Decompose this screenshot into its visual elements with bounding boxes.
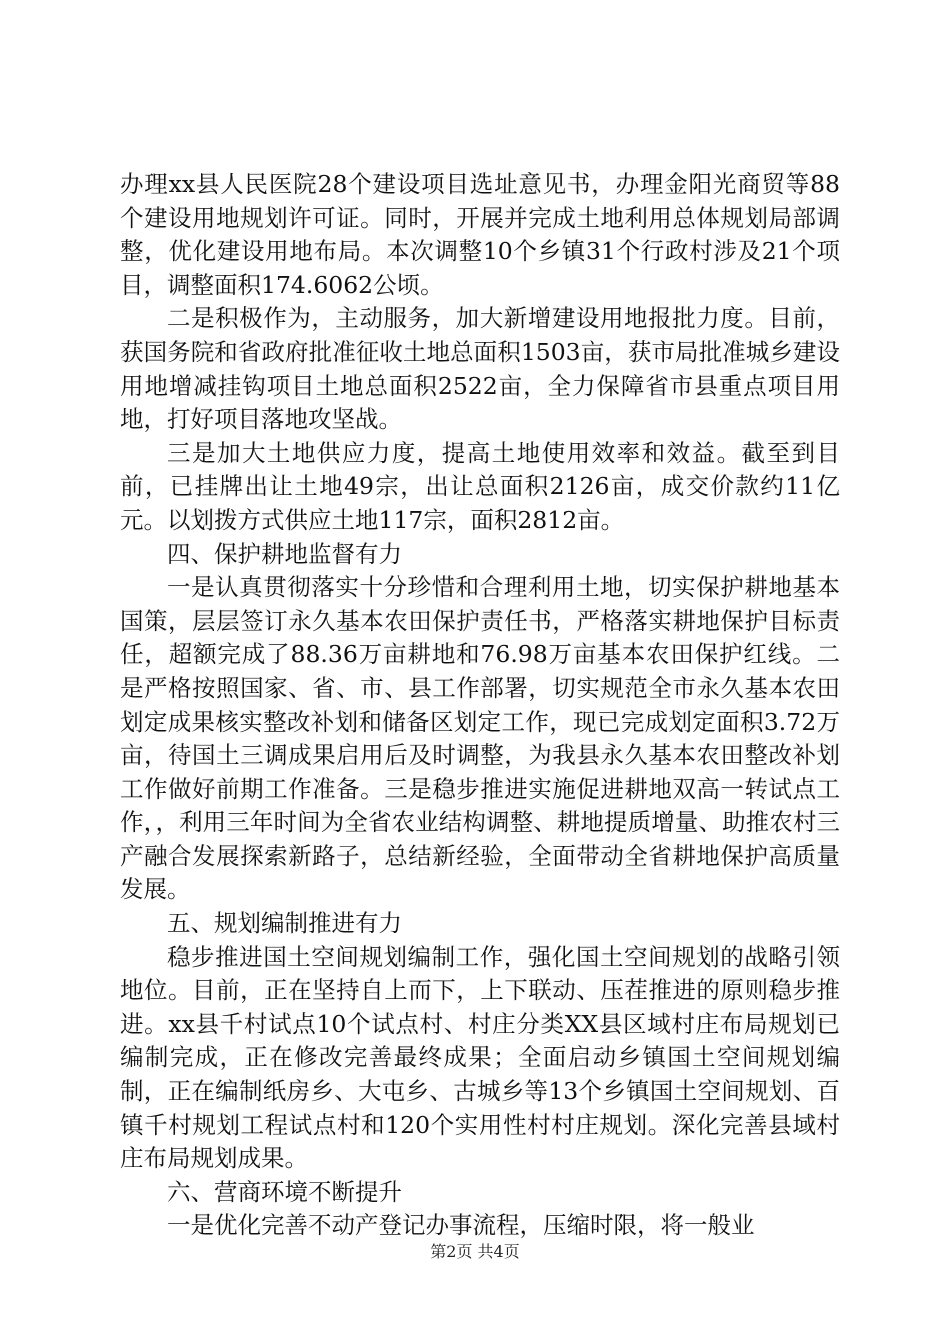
section-heading-planning: 五、规划编制推进有力 <box>167 909 402 938</box>
section-heading-business-environment: 六、营商环境不断提升 <box>167 1177 402 1206</box>
paragraph-land-approval: 二是积极作为，主动服务，加大新增建设用地报批力度。目前，获国务院和省政府批准征收土地总面积1503亩，获市局批准城乡建设用地增减挂钩项目土地总面积2522亩，全力保障省市县重点项目用地，打好项目落地攻坚战。 <box>120 304 840 434</box>
page-footer: 第2页 共4页 <box>430 1242 520 1261</box>
document-body <box>120 168 840 1243</box>
paragraph-farmland-protection: 一是认真贯彻落实十分珍惜和合理利用土地，切实保护耕地基本国策，层层签订永久基本农田保护责任书，严格落实耕地保护目标责任，超额完成了88.36万亩耕地和76.98万亩基本农田保护红线。二是严格按照国家、省、市、县工作部署，切实规范全市永久基本农田划定成果核实整改补划和储备区划定工作，现已完成划定面积3.72万亩，待国土三调成果启用后及时调整，为我县永久基本农田整改补划工作做好前期工作准备。三是稳步推进实施促进耕地双高一转试点工作，，利用三年时间为全省农业结构调整、耕地提质增量、助推农村三产融合发展探索新路子，总结新经验，全面带动全省耕地保护高质量发展。 <box>120 573 840 904</box>
paragraph-registration: 一是优化完善不动产登记办事流程，压缩时限，将一般业 <box>167 1211 755 1240</box>
paragraph-continued: 办理xx县人民医院28个建设项目选址意见书，办理金阳光商贸等88个建设用地规划许可证。同时，开展并完成土地利用总体规划局部调整，优化建设用地布局。本次调整10个乡镇31个行政村涉及21个项目，调整面积174.6062公顷。 <box>120 170 840 299</box>
paragraph-land-supply: 三是加大土地供应力度，提高土地使用效率和效益。截至到目前，已挂牌出让土地49宗，出让总面积2126亩，成交价款约11亿元。以划拨方式供应土地117宗，面积2812亩。 <box>120 438 840 534</box>
section-heading-farmland: 四、保护耕地监督有力 <box>167 539 402 568</box>
paragraph-spatial-planning: 稳步推进国土空间规划编制工作，强化国土空间规划的战略引领地位。目前，正在坚持自上而下，上下联动、压茬推进的原则稳步推进。xx县千村试点10个试点村、村庄分类XX县区域村庄布局规划已编制完成，正在修改完善最终成果；全面启动乡镇国土空间规划编制，正在编制纸房乡、大屯乡、古城乡等13个乡镇国土空间规划、百镇千村规划工程试点村和120个实用性村村庄规划。深化完善县域村庄布局规划成果。 <box>120 942 840 1173</box>
